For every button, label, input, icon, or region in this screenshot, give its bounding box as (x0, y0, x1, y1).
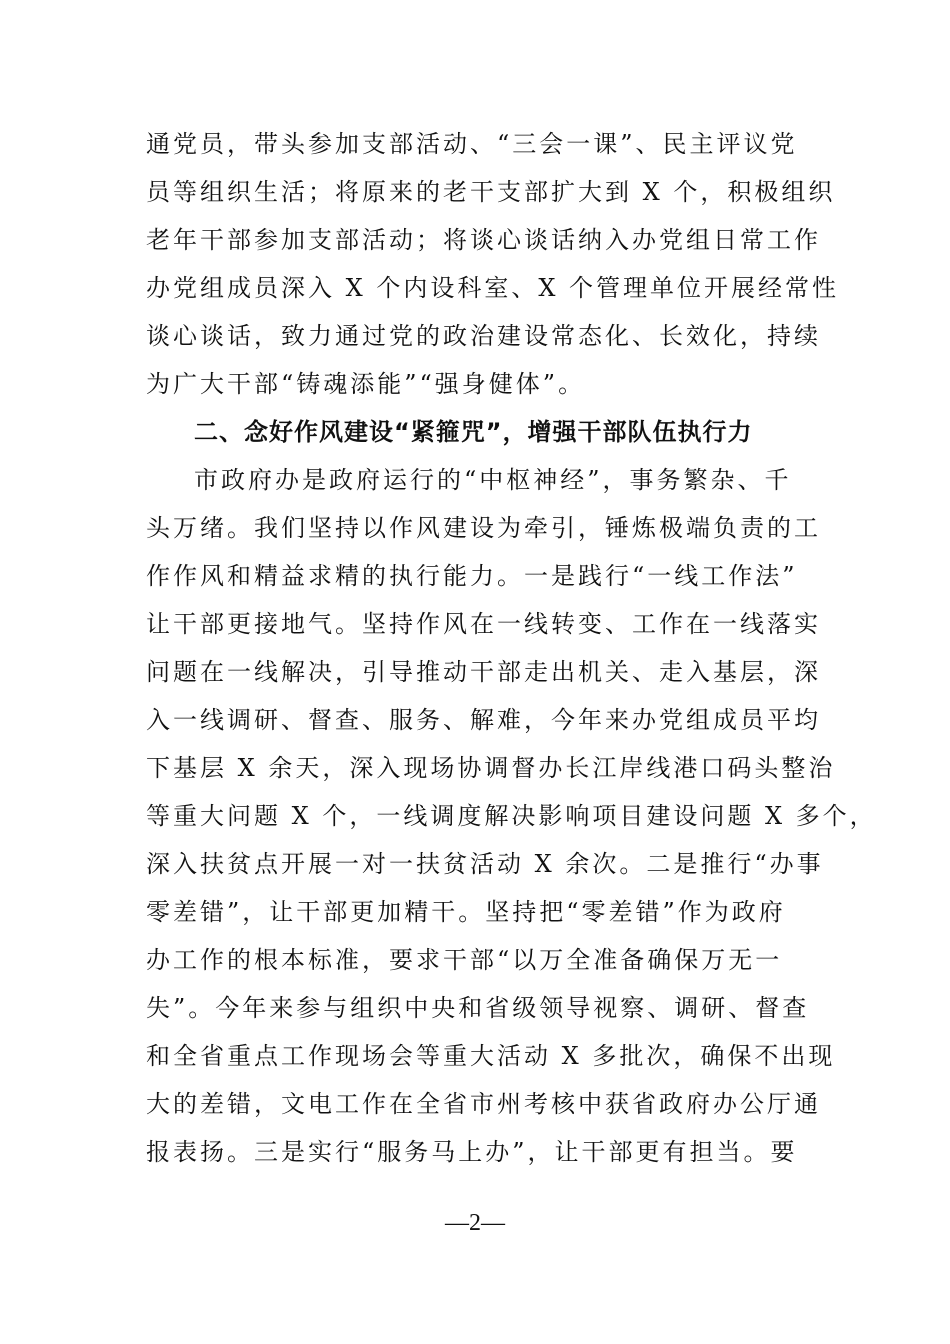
text-line: 深入扶贫点开展一对一扶贫活动 X 余次。二是推行“办事 (146, 850, 824, 878)
body-text (146, 120, 877, 1176)
text-line: 和全省重点工作现场会等重大活动 X 多批次，确保不出现 (146, 1042, 836, 1070)
text-line: 为广大干部“铸魂添能”“强身健体”。 (146, 370, 586, 398)
text-line: 失”。今年来参与组织中央和省级领导视察、调研、督查 (146, 994, 810, 1022)
paragraph-first-line: 市政府办是政府运行的“中枢神经”，事务繁杂、千 (194, 466, 792, 494)
text-line: 等重大问题 X 个，一线调度解决影响项目建设问题 X 多个， (146, 802, 877, 830)
text-line: 下基层 X 余天，深入现场协调督办长江岸线港口码头整治 (146, 754, 836, 782)
page-number: —2— (445, 1210, 505, 1236)
text-line: 老年干部参加支部活动；将谈心谈话纳入办党组日常工作 (146, 226, 821, 254)
text-line: 办工作的根本标准，要求干部“以万全准备确保万无一 (146, 946, 783, 974)
text-line: 问题在一线解决，引导推动干部走出机关、走入基层，深 (146, 658, 821, 686)
text-line: 谈心谈话，致力通过党的政治建设常态化、长效化，持续 (146, 322, 821, 350)
text-line: 报表扬。三是实行“服务马上办”，让干部更有担当。要 (146, 1138, 798, 1166)
text-line: 大的差错，文电工作在全省市州考核中获省政府办公厅通 (146, 1090, 821, 1118)
text-line: 让干部更接地气。坚持作风在一线转变、工作在一线落实 (146, 610, 821, 638)
text-line: 办党组成员深入 X 个内设科室、X 个管理单位开展经常性 (146, 274, 840, 302)
text-line: 零差错”，让干部更加精干。坚持把“零差错”作为政府 (146, 898, 786, 926)
text-line: 作作风和精益求精的执行能力。一是践行“一线工作法” (146, 562, 798, 590)
text-line: 入一线调研、督查、服务、解难，今年来办党组成员平均 (146, 706, 821, 734)
text-line: 通党员，带头参加支部活动、“三会一课”、民主评议党 (146, 130, 798, 158)
section-heading: 二、念好作风建设“紧箍咒”，增强干部队伍执行力 (194, 418, 753, 446)
text-line: 头万绪。我们坚持以作风建设为牵引，锤炼极端负责的工 (146, 514, 821, 542)
text-line: 员等组织生活；将原来的老干支部扩大到 X 个，积极组织 (146, 178, 836, 206)
